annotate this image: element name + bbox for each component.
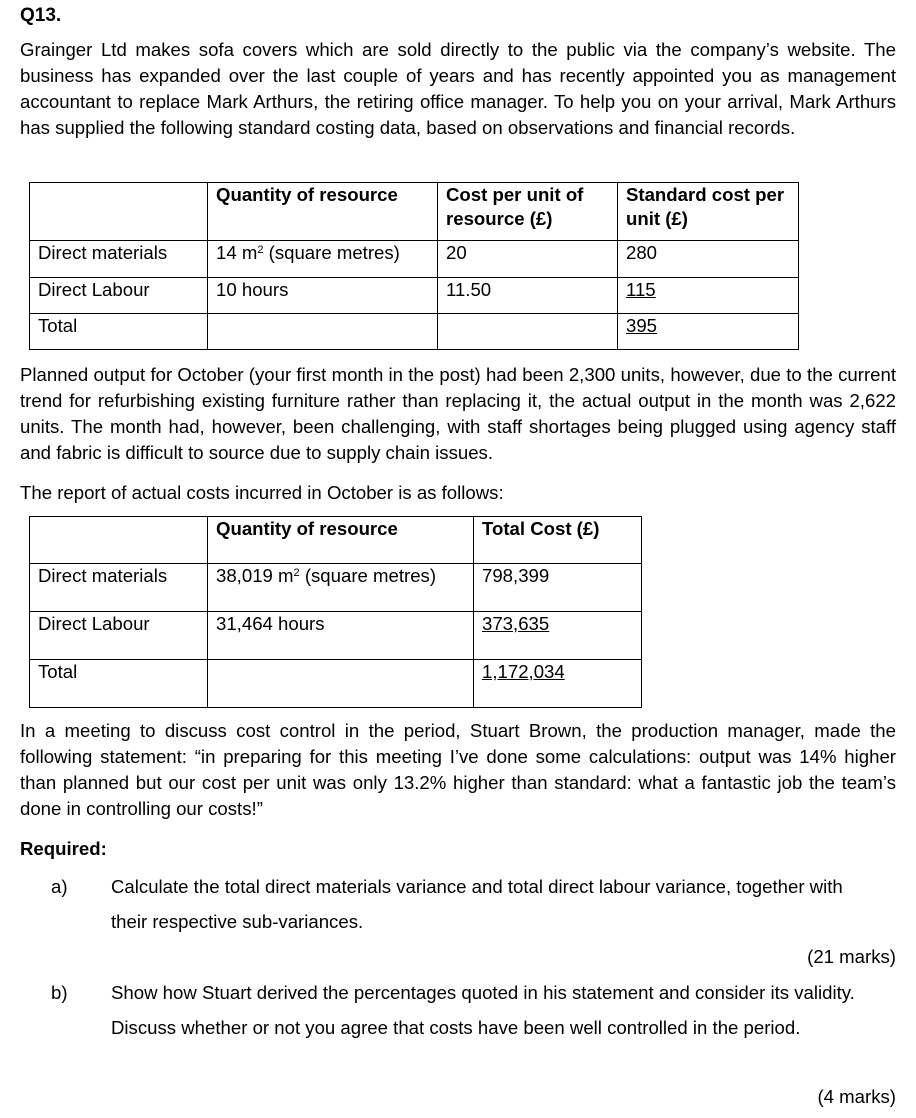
table-row [30, 278, 799, 314]
row-label: Direct Labour [30, 278, 208, 314]
total-cost-cell: 373,635 [474, 612, 642, 660]
quantity-cell: 31,464 hours [208, 612, 474, 660]
cost-cell: 20 [438, 241, 618, 278]
question-number: Q13. [20, 5, 62, 26]
standard-cost-cell: 280 [618, 241, 799, 278]
marks-b: (4 marks) [817, 1086, 896, 1107]
standard-cost-cell: 395 [618, 314, 799, 350]
row-label: Direct materials [30, 564, 208, 612]
quantity-cell: 14 $m^2$ (square metres) [208, 241, 438, 278]
standard-costing-table [29, 182, 799, 350]
item-text-b: Show how Stuart derived the percentages quoted in his statement and consider its validity. Discuss whether or not you agree that costs have been well controlled in the period. [111, 982, 855, 1038]
table-header-cell [30, 183, 208, 241]
quantity-cell [208, 660, 474, 708]
planned-output-paragraph: Planned output for October (your first month in the post) had been 2,300 units, however, due to the current trend for refurbishing existing furniture rather than replacing it, the actual output in the month was 2,622 units. The month had, however, been challenging, with staff shortages being plugged using agency staff and fabric is difficult to source due to supply chain issues. [20, 364, 896, 463]
table-header-cell: Quantity of resource [208, 183, 438, 241]
required-label: Required: [20, 838, 107, 859]
table-row [30, 314, 799, 350]
meeting-paragraph: In a meeting to discuss cost control in the period, Stuart Brown, the production manager, made the following statement: “in preparing for this meeting I’ve done some calculations: output was 14% higher than planned but our cost per unit was only 13.2% higher than standard: what a fantastic job the team’s done in controlling our costs!” [20, 720, 896, 819]
table-header-cell: Quantity of resource [208, 517, 474, 564]
intro-paragraph: Grainger Ltd makes sofa covers which are sold directly to the public via the company’s website. The business has expanded over the last couple of years and has recently appointed you as management accountant to replace Mark Arthurs, the retiring office manager. To help you on your arrival, Mark Arthurs has supplied the following standard costing data, based on observations and financial records. [20, 39, 896, 138]
table-header-cell [30, 517, 208, 564]
item-text-a: Calculate the total direct materials variance and total direct labour variance, together with their respective sub-variances. [111, 876, 843, 932]
table-row [30, 660, 642, 708]
item-letter-b: b) [51, 982, 68, 1003]
row-label: Total [30, 314, 208, 350]
row-label: Direct Labour [30, 612, 208, 660]
item-letter-a: a) [51, 876, 68, 897]
quantity-cell: 10 hours [208, 278, 438, 314]
table-row [30, 241, 799, 278]
table-header-cell: Cost per unit of resource (£) [438, 183, 618, 241]
table-header-row [30, 517, 642, 564]
table-header-cell: Total Cost (£) [474, 517, 642, 564]
cost-cell [438, 314, 618, 350]
total-cost-cell: 798,399 [474, 564, 642, 612]
table-header-cell: Standard cost per unit (£) [618, 183, 799, 241]
table-row [30, 564, 642, 612]
total-cost-cell: 1,172,034 [474, 660, 642, 708]
row-label: Direct materials [30, 241, 208, 278]
table-row [30, 612, 642, 660]
quantity-cell: 38,019 $m^2$ (square metres) [208, 564, 474, 612]
standard-cost-cell: 115 [618, 278, 799, 314]
row-label: Total [30, 660, 208, 708]
actual-costs-intro: The report of actual costs incurred in October is as follows: [20, 482, 504, 503]
cost-cell: 11.50 [438, 278, 618, 314]
actual-costs-table [29, 516, 642, 708]
marks-a: (21 marks) [807, 946, 896, 967]
table-header-row [30, 183, 799, 241]
quantity-cell [208, 314, 438, 350]
